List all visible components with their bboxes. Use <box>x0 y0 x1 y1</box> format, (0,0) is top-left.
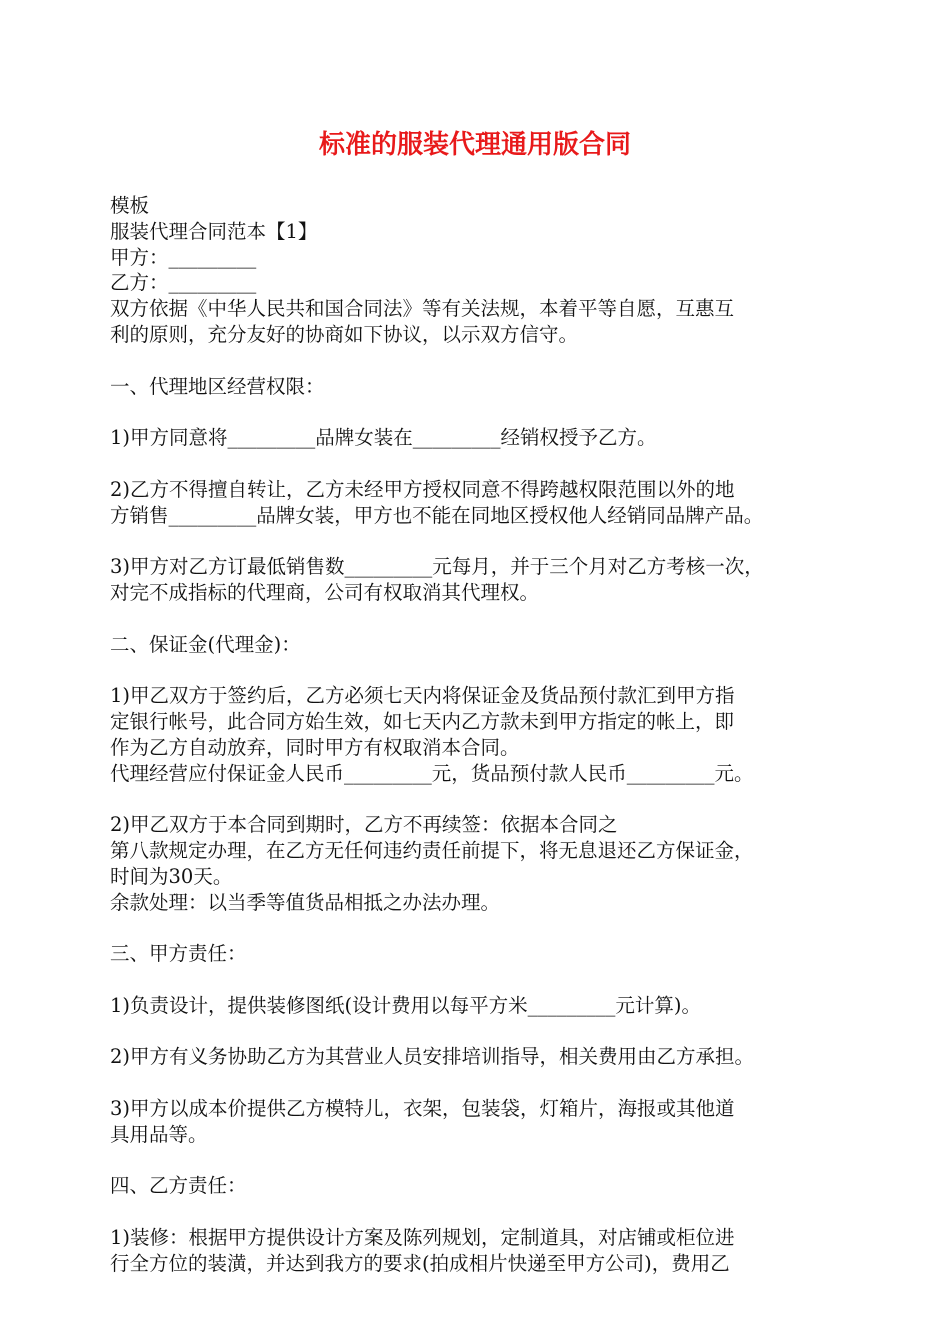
text-line: 一、代理地区经营权限： <box>110 374 325 398</box>
text-line: 方销售_________品牌女装，甲方也不能在同地区授权他人经销同品牌产品。 <box>110 503 764 527</box>
blank-line <box>110 786 850 812</box>
text-line: 时间为30天。 <box>110 864 233 888</box>
text-line: 2)甲方有义务协助乙方为其营业人员安排培训指导，相关费用由乙方承担。 <box>110 1045 755 1069</box>
document-title: 标准的服装代理通用版合同 <box>318 130 631 160</box>
text-line: 对完不成指标的代理商，公司有权取消其代理权。 <box>110 580 540 604</box>
text-line: 作为乙方自动放弃，同时甲方有权取消本合同。 <box>110 735 520 759</box>
text-line: 定银行帐号，此合同方始生效，如七天内乙方款未到甲方指定的帐上，即 <box>110 709 735 733</box>
blank-line <box>110 1147 850 1173</box>
text-line: 第八款规定办理，在乙方无任何违约责任前提下，将无息退还乙方保证金， <box>110 838 754 862</box>
document-body <box>110 193 850 1276</box>
blank-line <box>110 451 850 477</box>
text-line: 甲方：_________ <box>110 245 257 269</box>
text-line: 行全方位的装潢，并达到我方的要求(拍成相片快递至甲方公司)，费用乙 <box>110 1251 730 1275</box>
blank-line <box>110 348 850 374</box>
text-line: 四、乙方责任： <box>110 1174 247 1198</box>
text-line: 3)甲方以成本价提供乙方模特儿，衣架，包装袋，灯箱片，海报或其他道 <box>110 1096 735 1120</box>
text-line: 1)负责设计，提供装修图纸(设计费用以每平方米_________元计算)。 <box>110 993 701 1017</box>
blank-line <box>110 967 850 993</box>
blank-line <box>110 399 850 425</box>
text-line: 1)甲乙双方于签约后，乙方必须七天内将保证金及货品预付款汇到甲方指 <box>110 684 735 708</box>
text-line: 余款处理：以当季等值货品相抵之办法办理。 <box>110 890 501 914</box>
blank-line <box>110 528 850 554</box>
text-line: 模板 <box>110 194 150 217</box>
text-line: 乙方：_________ <box>110 271 257 295</box>
blank-line <box>110 1199 850 1225</box>
text-line: 3)甲方对乙方订最低销售数_________元每月，并于三个月对乙方考核一次， <box>110 555 764 579</box>
text-line: 双方依据《中华人民共和国合同法》等有关法规，本着平等自愿，互惠互 <box>110 297 735 321</box>
blank-line <box>110 915 850 941</box>
text-line: 二、保证金(代理金)： <box>110 632 301 656</box>
blank-line <box>110 606 850 632</box>
blank-line <box>110 1070 850 1096</box>
text-line: 利的原则，充分友好的协商如下协议，以示双方信守。 <box>110 322 579 346</box>
text-line: 代理经营应付保证金人民币_________元，货品预付款人民币_________元。 <box>110 761 754 785</box>
text-line: 具用品等。 <box>110 1122 208 1146</box>
blank-line <box>110 1019 850 1045</box>
text-line: 2)甲乙双方于本合同到期时，乙方不再续签：依据本合同之 <box>110 813 618 837</box>
text-line: 2)乙方不得擅自转让，乙方未经甲方授权同意不得跨越权限范围以外的地 <box>110 477 735 501</box>
blank-line <box>110 657 850 683</box>
text-line: 1)甲方同意将_________品牌女装在_________经销权授予乙方。 <box>110 426 657 450</box>
text-line: 服装代理合同范本【1】 <box>110 219 318 243</box>
text-line: 三、甲方责任： <box>110 942 247 966</box>
text-line: 1)装修：根据甲方提供设计方案及陈列规划，定制道具，对店铺或柜位进 <box>110 1225 735 1249</box>
